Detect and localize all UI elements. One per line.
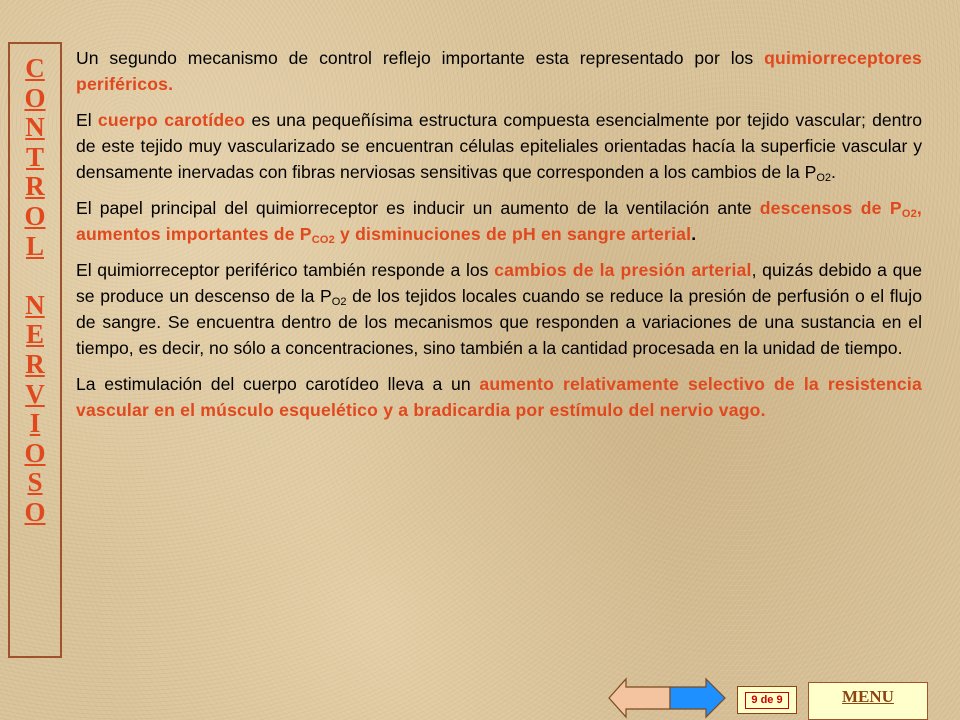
paragraph-stimulation	[76, 371, 922, 423]
text: , quizás debido a que se produce un descenso de la P	[76, 260, 922, 306]
highlight-text: descensos de P	[759, 198, 902, 218]
title-letter: L	[25, 230, 44, 261]
highlight-text: , aumentos importantes de P	[76, 198, 922, 244]
text: El papel principal del quimiorreceptor es inducir un aumento de la ventilación ante	[76, 198, 760, 218]
highlight-text: quimiorreceptores periféricos.	[76, 48, 922, 94]
title-letter: I	[29, 408, 41, 439]
title-letter: R	[25, 171, 45, 202]
title-letter: N	[25, 112, 45, 143]
subscript: O2	[901, 208, 917, 220]
title-letter: O	[24, 496, 46, 527]
menu-link[interactable]: MENU	[842, 687, 894, 706]
page-indicator	[737, 686, 797, 714]
title-letter: C	[25, 53, 45, 83]
text: es una pequeñísima estructura compuesta esencialmente por tejido vascular; dentro de este tejido muy vascularizado se encuentran células epiteliales orientadas hacía la superficie vascular y densamente inervadas con fibras nerviosas sensitivas que corresponden a los cambios de la P	[76, 110, 922, 182]
subscript: O2	[816, 172, 832, 184]
back-arrow-button[interactable]	[609, 679, 670, 717]
text: El	[76, 110, 98, 130]
text: de los tejidos locales cuando se reduce la presión de perfusión o el flujo de sangre. Se encuentra dentro de los mecanismos que responden a variaciones de una sustancia en el tiempo, es decir, no sólo a concentraciones, sino también a la cantidad procesada en la unidad de tiempo.	[76, 286, 923, 358]
paragraph-intro	[76, 45, 922, 97]
title-letter: V	[25, 378, 45, 409]
paragraph-main-role	[76, 195, 922, 247]
navigation-arrows	[608, 677, 726, 719]
slide-content	[76, 45, 922, 433]
title-letter: S	[27, 467, 43, 498]
title-letter: O	[24, 200, 46, 231]
paragraph-pressure-response	[76, 257, 922, 361]
text: Un segundo mecanismo de control reflejo importante esta representado por los	[76, 48, 765, 68]
subscript: O2	[331, 296, 347, 308]
highlight-text: cuerpo carotídeo	[97, 110, 246, 130]
section-title-vertical	[8, 42, 62, 658]
title-letter: O	[24, 437, 46, 468]
highlight-text: cambios de la presión arterial	[494, 260, 752, 280]
title-letter: E	[25, 319, 44, 350]
text: .	[691, 224, 697, 244]
highlight-text: y disminuciones de pH en sangre arterial	[334, 224, 692, 244]
title-letter: R	[25, 348, 45, 379]
paragraph-carotid-body	[76, 107, 922, 185]
title-letter: O	[24, 82, 46, 113]
forward-arrow-icon[interactable]	[670, 679, 725, 717]
forward-arrow-button[interactable]	[670, 679, 725, 717]
text: .	[831, 162, 836, 182]
back-arrow-icon[interactable]	[609, 679, 670, 717]
menu-button[interactable]	[808, 682, 928, 720]
title-letter: T	[25, 141, 44, 172]
title-letter: N	[25, 289, 45, 320]
page-number: 9 de 9	[745, 692, 788, 709]
highlight-text: aumento relativamente selectivo de la resistencia vascular en el músculo esquelético y a bradicardia por estímulo del nervio vago.	[76, 374, 922, 420]
text: La estimulación del cuerpo carotídeo lleva a un	[76, 374, 480, 394]
subscript: CO2	[311, 234, 335, 246]
text: El quimiorreceptor periférico también responde a los	[76, 260, 495, 280]
